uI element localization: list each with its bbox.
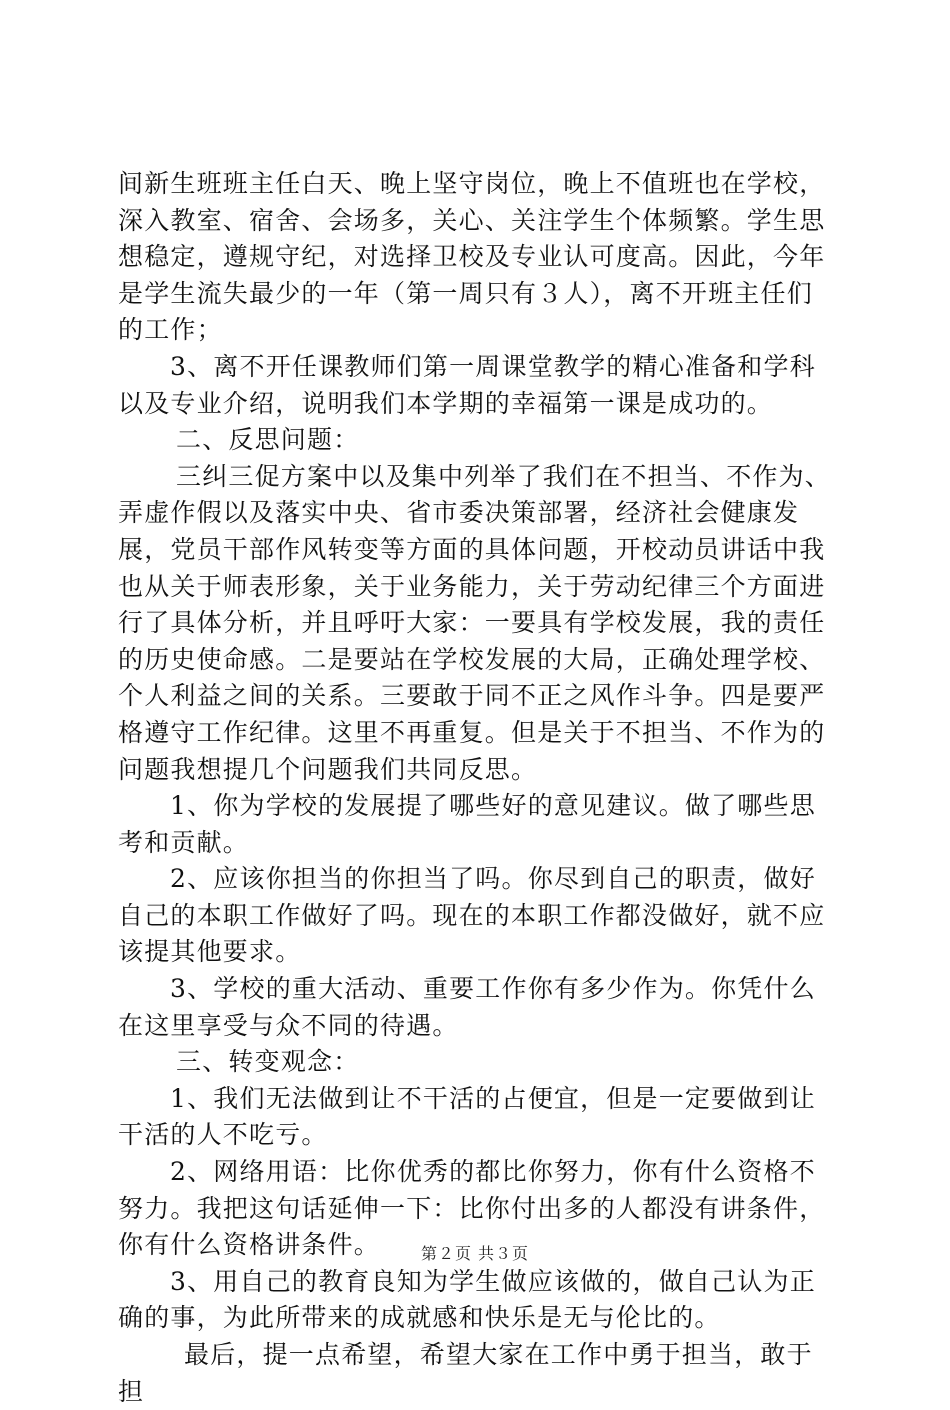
list-item-reflect-2: 2、应该你担当的你担当了吗。你尽到自己的职责，做好自己的本职工作做好了吗。现在的本职工作都没做好，就不应该提其他要求。 [118, 864, 826, 967]
paragraph-reflect-body: 三纠三促方案中以及集中列举了我们在不担当、不作为、弄虚作假以及落实中央、省市委决策部署，经济社会健康发展，党员干部作风转变等方面的具体问题，开校动员讲话中我也从关于师表形象，关于业务能力，关于劳动纪律三个方面进行了具体分析，并且呼吁大家：一要具有学校发展，我的责任的历史使命感。二是要站在学校发展的大局，正确处理学校、个人利益之间的关系。三要敢于同不正之风作斗争。四是要严格遵守工作纪律。这里不再重复。但是关于不担当、不作为的问题我想提几个问题我们共同反思。 [118, 461, 832, 784]
list-item-reflect-3: 3、学校的重大活动、重要工作你有多少作为。你凭什么在这里享受与众不同的待遇。 [118, 974, 816, 1040]
list-item-change-1: 1、我们无法做到让不干活的占便宜，但是一定要做到让干活的人不吃亏。 [118, 1083, 816, 1150]
list-item-reflect-1: 1、你为学校的发展提了哪些好的意见建议。做了哪些思考和贡献。 [118, 791, 816, 857]
heading-change: 三、转变观念： [176, 1047, 360, 1077]
list-item-change-2: 2、网络用语：比你优秀的都比你努力，你有什么资格不努力。我把这句话延伸一下：比你付出多的人都没有讲条件，你有什么资格讲条件。 [118, 1157, 826, 1260]
heading-reflect: 二、反思问题： [176, 425, 360, 455]
paragraph-teachers: 3、离不开任课教师们第一周课堂教学的精心准备和学科以及专业介绍，说明我们本学期的幸福第一课是成功的。 [118, 351, 816, 418]
paragraph-continuation: 间新生班班主任白天、晚上坚守岗位，晚上不值班也在学校，深入教室、宿舍、会场多，关心、关注学生个体频繁。学生思想稳定，遵规守纪，对选择卫校及专业认可度高。因此，今年是学生流失最少的一年（第一周只有３人），离不开班主任们的工作； [118, 169, 826, 345]
list-item-change-3: 3、用自己的教育良知为学生做应该做的，做自己认为正确的事，为此所带来的成就感和快乐是无与伦比的。 [118, 1266, 816, 1333]
paragraph-closing: 最后，提一点希望，希望大家在工作中勇于担当，敢于担 [118, 1340, 813, 1406]
document-body [118, 166, 838, 1410]
page-footer: 第２页 共３页 [420, 1244, 530, 1263]
